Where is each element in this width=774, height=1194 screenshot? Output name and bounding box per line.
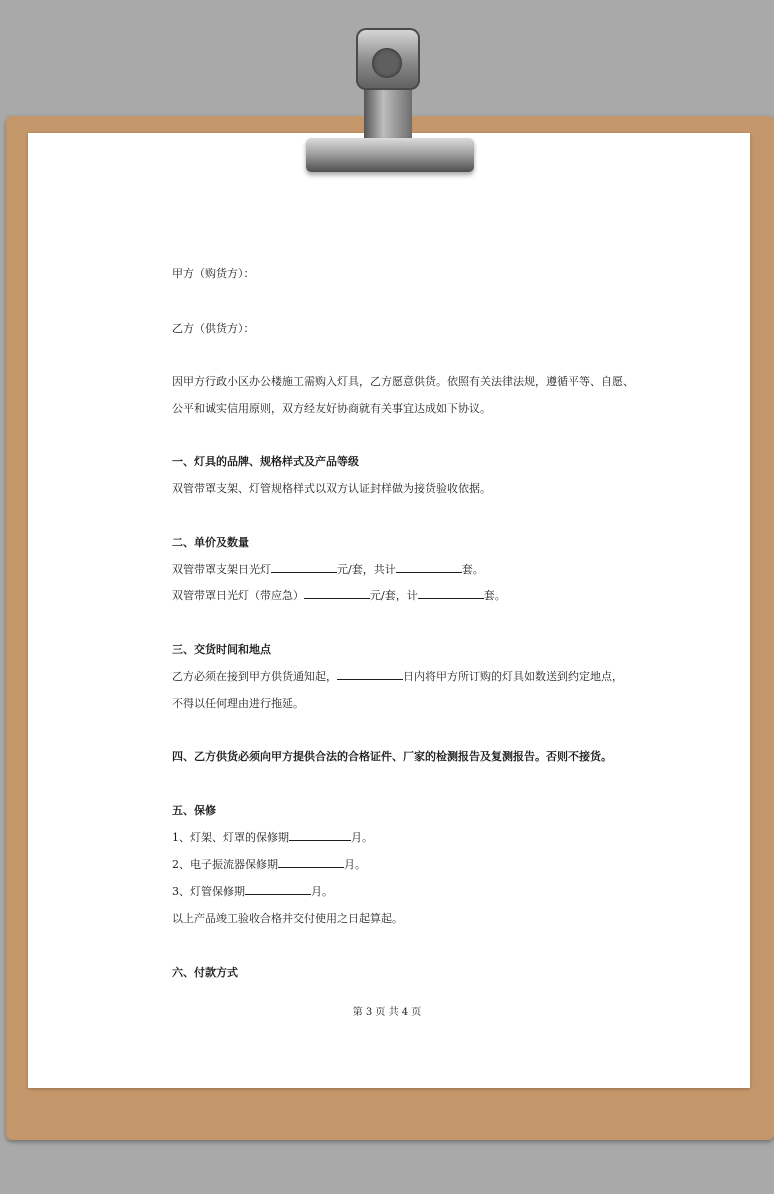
text-span: 套。 [461, 563, 484, 576]
section-1-text: 双管带罩支架、灯管规格样式以双方认证封样做为接货验收依据。 [172, 482, 491, 495]
section-1-title: 一、灯具的品牌、规格样式及产品等级 [172, 455, 359, 468]
fill-blank[interactable] [271, 561, 337, 573]
section-3-line-2: 不得以任何理由进行拖延。 [172, 697, 304, 710]
fill-blank[interactable] [278, 856, 344, 868]
binder-clip-neck [364, 84, 412, 146]
text-span: 双管带罩日光灯（带应急） [172, 589, 304, 602]
page-footer: 第 3 页 共 4 页 [352, 1007, 422, 1018]
text-span: 3、灯管保修期 [172, 885, 245, 898]
intro-line-2: 公平和诚实信用原则，双方经友好协商就有关事宜达成如下协议。 [172, 402, 491, 415]
section-2-line-2 [172, 587, 506, 603]
text-span: 月。 [311, 885, 333, 898]
text-span: 日内将甲方所订购的灯具如数送到约定地点， [403, 670, 623, 683]
binder-clip-hole [372, 48, 402, 78]
text-span: 双管带罩支架日光灯 [172, 563, 271, 576]
section-4-title: 四、乙方供货必须向甲方提供合法的合格证件、厂家的检测报告及复测报告。否则不接货。 [172, 750, 612, 763]
intro-line-1: 因甲方行政小区办公楼施工需购入灯具，乙方愿意供货。依照有关法律法规，遵循平等、自愿、 [172, 375, 634, 388]
fill-blank[interactable] [245, 883, 311, 895]
text-span: 2、电子振流器保修期 [172, 858, 278, 871]
section-3-line-1 [172, 668, 623, 684]
fill-blank[interactable] [337, 668, 403, 680]
text-span: 乙方必须在接到甲方供货通知起， [172, 670, 337, 683]
section-5-title: 五、保修 [172, 804, 216, 817]
text-span: 月。 [351, 831, 373, 844]
section-5-line-2 [172, 856, 366, 872]
section-5-line-1 [172, 829, 373, 845]
text-span: 月。 [344, 858, 366, 871]
text-span: 元/套，计 [370, 589, 418, 602]
section-3-title: 三、交货时间和地点 [172, 643, 271, 656]
section-5-line-3 [172, 883, 333, 899]
fill-blank[interactable] [418, 587, 484, 599]
text-span: 1、灯架、灯罩的保修期 [172, 831, 289, 844]
section-5-line-4: 以上产品竣工验收合格并交付使用之日起算起。 [172, 912, 403, 925]
party-a-label: 甲方（购货方）： [172, 267, 255, 280]
party-b-label: 乙方（供货方）： [172, 322, 255, 335]
fill-blank[interactable] [396, 561, 462, 573]
section-2-title: 二、单价及数量 [172, 536, 249, 549]
text-span: 套。 [483, 589, 506, 602]
fill-blank[interactable] [289, 829, 351, 841]
fill-blank[interactable] [304, 587, 370, 599]
text-span: 元/套，共计 [337, 563, 396, 576]
section-6-title: 六、付款方式 [172, 966, 238, 979]
document-page [28, 133, 750, 1088]
binder-clip-icon [306, 138, 474, 172]
section-2-line-1 [172, 561, 484, 577]
